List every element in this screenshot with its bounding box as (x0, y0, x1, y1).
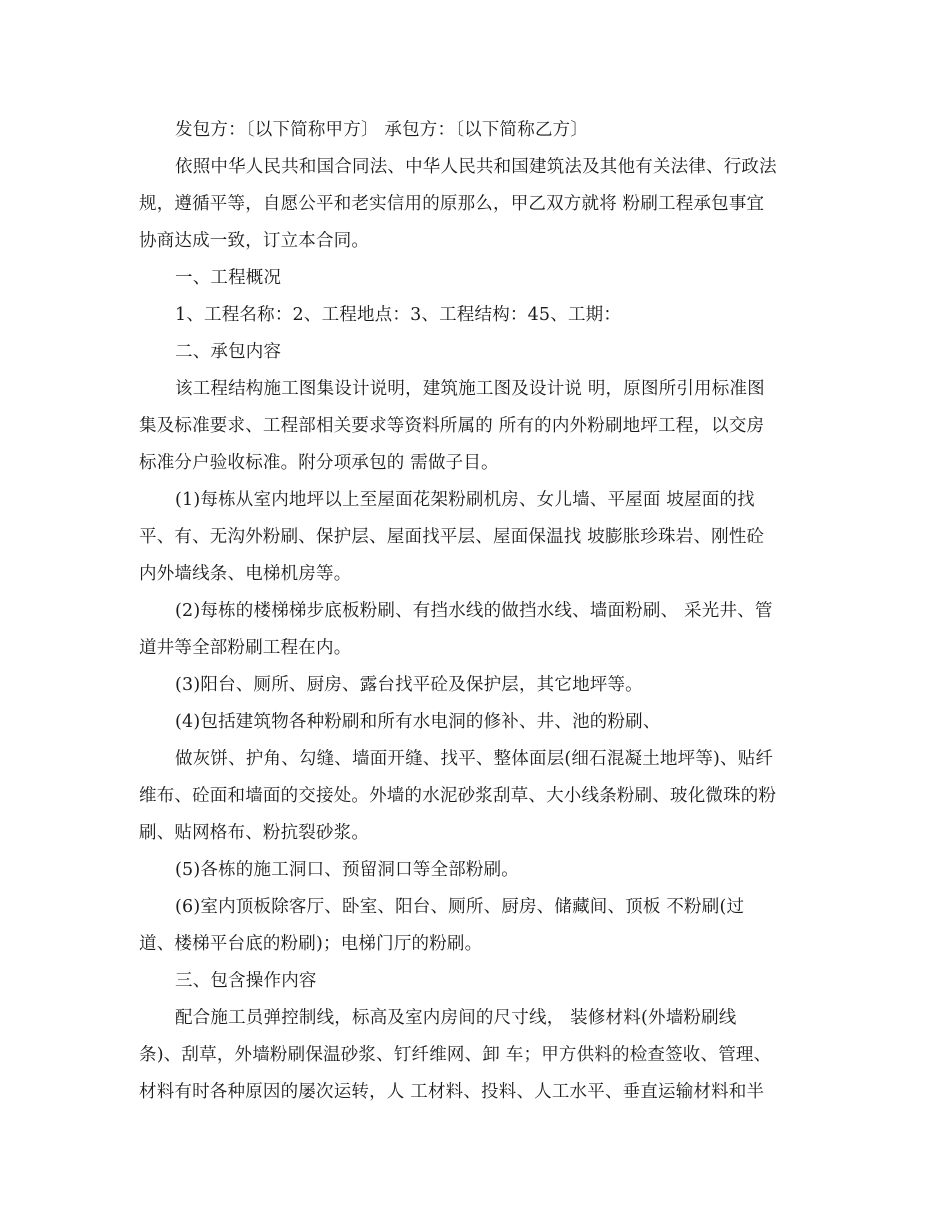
list-item-line: (3)阳台、厕所、厨房、露台找平砼及保护层，其它地坪等。 (175, 675, 643, 695)
contract-parties-line: 发包方：〔以下简称甲方〕 承包方：〔以下简称乙方〕 (175, 120, 589, 140)
section-heading: 二、承包内容 (175, 342, 282, 362)
paragraph-line: 刷、贴网格布、粉抗裂砂浆。 (139, 823, 370, 843)
paragraph-line: 条)、刮草，外墙粉刷保温砂浆、钉纤维网、卸 车；甲方供料的检查签收、管理、 (139, 1045, 772, 1065)
paragraph-line: 配合施工员弹控制线，标高及室内房间的尺寸线， 装修材料(外墙粉刷线 (175, 1008, 737, 1028)
paragraph-line: 规，遵循平等，自愿公平和老实信用的原那么，甲乙双方就将 粉刷工程承包事宜 (139, 194, 765, 214)
list-item-line: 道井等全部粉刷工程在内。 (139, 638, 352, 658)
list-item-line: (2)每栋的楼梯梯步底板粉刷、有挡水线的做挡水线、墙面粉刷、 采光井、管 (175, 601, 773, 621)
list-item-line: 道、楼梯平台底的粉刷)；电梯门厅的粉刷。 (139, 934, 483, 954)
list-item-line: 内外墙线条、电梯机房等。 (139, 564, 352, 584)
paragraph-line: 该工程结构施工图集设计说明，建筑施工图及设计说 明，原图所引用标准图 (175, 379, 765, 399)
paragraph-line: 标准分户验收标准。附分项承包的 需做子目。 (139, 453, 499, 473)
list-item-line: 平、有、无沟外粉刷、保护层、屋面找平层、屋面保温找 坡膨胀珍珠岩、刚性砼 (139, 527, 765, 547)
paragraph-line: 1、工程名称：2、工程地点：3、工程结构：45、工期： (175, 305, 622, 325)
paragraph-line: 集及标准要求、工程部相关要求等资料所属的 所有的内外粉刷地坪工程，以交房 (139, 416, 765, 436)
paragraph-line: 协商达成一致，订立本合同。 (139, 231, 370, 251)
paragraph-line: 维布、砼面和墙面的交接处。外墙的水泥砂浆刮草、大小线条粉刷、玻化微珠的粉 (139, 786, 777, 806)
paragraph-line: 做灰饼、护角、勾缝、墙面开缝、找平、整体面层(细石混凝土地坪等)、贴纤 (175, 749, 774, 769)
list-item-line: (4)包括建筑物各种粉刷和所有水电洞的修补、井、池的粉刷、 (175, 712, 661, 732)
list-item-line: (5)各栋的施工洞口、预留洞口等全部粉刷。 (175, 860, 519, 880)
list-item-line: (1)每栋从室内地坪以上至屋面花架粉刷机房、女儿墙、平屋面 坡屋面的找 (175, 490, 755, 510)
list-item-line: (6)室内顶板除客厅、卧室、阳台、厕所、厨房、储藏间、顶板 不粉刷(过 (175, 897, 745, 917)
paragraph-line: 依照中华人民共和国合同法、中华人民共和国建筑法及其他有关法律、行政法 (175, 157, 777, 177)
section-heading: 一、工程概况 (175, 268, 282, 288)
section-heading: 三、包含操作内容 (175, 971, 317, 991)
paragraph-line: 材料有时各种原因的屡次运转，人 工材料、投料、人工水平、垂直运输材料和半 (139, 1082, 765, 1102)
